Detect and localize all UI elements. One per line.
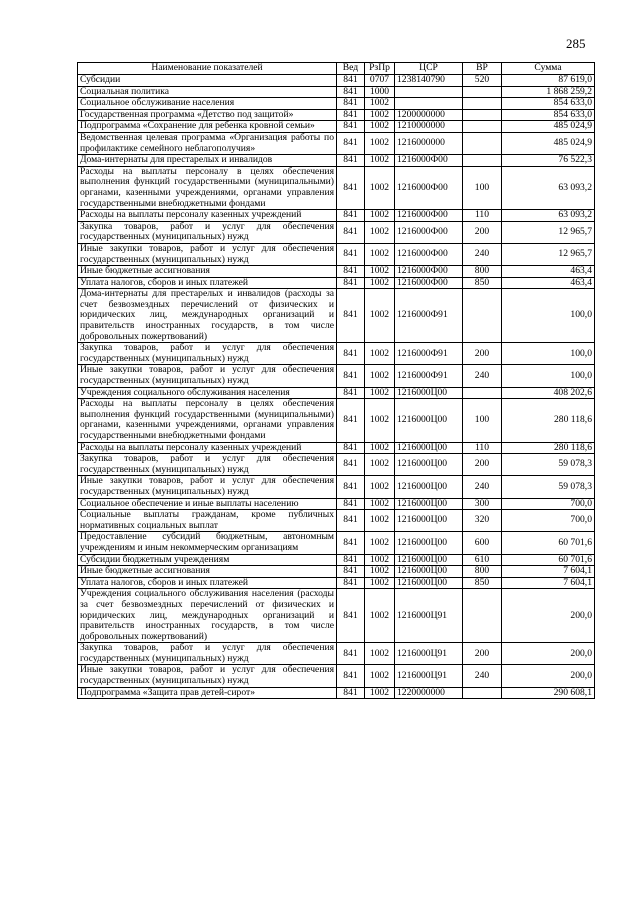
row-ved-cell: 841 — [337, 554, 365, 566]
row-vr-cell — [463, 86, 502, 98]
row-csr-cell: 1216000Ц00 — [395, 510, 463, 532]
row-csr-cell: 1216000Ц00 — [395, 442, 463, 454]
table-body — [78, 75, 595, 699]
row-csr-cell — [395, 98, 463, 110]
row-sum-cell: 854 633,0 — [502, 98, 595, 110]
row-vr-cell: 320 — [463, 510, 502, 532]
row-rzpr-cell: 1000 — [365, 86, 395, 98]
row-name-cell: Учреждения социального обслуживания населения (расходы за счет безвозмездных перечислений от физических и юридических лиц, международных организаций и правительств иностранных государств, в том числе добровольных пожертвований) — [78, 589, 337, 643]
budget-table — [77, 62, 595, 699]
row-csr-cell: 1216000Ф00 — [395, 266, 463, 278]
row-name-cell: Социальная политика — [78, 86, 337, 98]
row-rzpr-cell: 1002 — [365, 166, 395, 209]
header-csr: ЦСР — [395, 63, 463, 75]
row-ved-cell: 841 — [337, 155, 365, 167]
row-ved-cell: 841 — [337, 166, 365, 209]
row-vr-cell: 300 — [463, 498, 502, 510]
row-sum-cell: 200,0 — [502, 589, 595, 643]
row-name-cell: Предоставление субсидий бюджетным, автономным учреждениям и иным некоммерческим организациям — [78, 532, 337, 554]
table-row — [78, 98, 595, 110]
row-sum-cell: 63 093,2 — [502, 166, 595, 209]
row-vr-cell — [463, 98, 502, 110]
header-vr: ВР — [463, 63, 502, 75]
row-name-cell: Иные закупки товаров, работ и услуг для обеспечения государственных (муниципальных) нужд — [78, 476, 337, 498]
row-sum-cell: 100,0 — [502, 289, 595, 343]
row-ved-cell: 841 — [337, 343, 365, 365]
row-vr-cell — [463, 109, 502, 121]
row-csr-cell: 1216000Ц91 — [395, 589, 463, 643]
row-sum-cell: 100,0 — [502, 343, 595, 365]
row-name-cell: Закупка товаров, работ и услуг для обеспечения государственных (муниципальных) нужд — [78, 221, 337, 243]
row-name-cell: Субсидии бюджетным учреждениям — [78, 554, 337, 566]
row-rzpr-cell: 1002 — [365, 121, 395, 133]
row-sum-cell: 200,0 — [502, 665, 595, 687]
row-name-cell: Подпрограмма «Сохранение для ребенка кровной семьи» — [78, 121, 337, 133]
row-sum-cell: 854 633,0 — [502, 109, 595, 121]
row-csr-cell: 1216000Ф91 — [395, 289, 463, 343]
row-rzpr-cell: 1002 — [365, 476, 395, 498]
row-csr-cell: 1216000Ц00 — [395, 554, 463, 566]
table-row — [78, 665, 595, 687]
row-name-cell: Ведомственная целевая программа «Организация работы по профилактике семейного неблагополучия» — [78, 132, 337, 154]
row-vr-cell: 200 — [463, 221, 502, 243]
row-rzpr-cell: 1002 — [365, 98, 395, 110]
row-rzpr-cell: 1002 — [365, 510, 395, 532]
row-ved-cell: 841 — [337, 221, 365, 243]
row-sum-cell: 59 078,3 — [502, 476, 595, 498]
row-ved-cell: 841 — [337, 210, 365, 222]
header-sum: Сумма — [502, 63, 595, 75]
row-vr-cell: 200 — [463, 343, 502, 365]
row-rzpr-cell: 1002 — [365, 221, 395, 243]
row-ved-cell: 841 — [337, 498, 365, 510]
row-rzpr-cell: 1002 — [365, 343, 395, 365]
row-name-cell: Иные бюджетные ассигнования — [78, 266, 337, 278]
row-rzpr-cell: 1002 — [365, 665, 395, 687]
row-csr-cell: 1200000000 — [395, 109, 463, 121]
row-ved-cell: 841 — [337, 86, 365, 98]
row-name-cell: Социальные выплаты гражданам, кроме публичных нормативных социальных выплат — [78, 510, 337, 532]
row-vr-cell: 240 — [463, 365, 502, 387]
row-name-cell: Социальное обслуживание населения — [78, 98, 337, 110]
row-sum-cell: 700,0 — [502, 498, 595, 510]
row-csr-cell: 1220000000 — [395, 687, 463, 699]
row-rzpr-cell: 1002 — [365, 365, 395, 387]
row-ved-cell: 841 — [337, 109, 365, 121]
row-csr-cell: 1216000Ц91 — [395, 643, 463, 665]
row-ved-cell: 841 — [337, 687, 365, 699]
table-row — [78, 589, 595, 643]
row-vr-cell — [463, 121, 502, 133]
table-row — [78, 365, 595, 387]
row-name-cell: Иные закупки товаров, работ и услуг для обеспечения государственных (муниципальных) нужд — [78, 365, 337, 387]
row-rzpr-cell: 1002 — [365, 289, 395, 343]
table-row — [78, 498, 595, 510]
row-csr-cell: 1216000Ц00 — [395, 577, 463, 589]
table-row — [78, 75, 595, 87]
row-csr-cell: 1216000Ц00 — [395, 399, 463, 442]
row-name-cell: Социальное обеспечение и иные выплаты населению — [78, 498, 337, 510]
row-name-cell: Закупка товаров, работ и услуг для обеспечения государственных (муниципальных) нужд — [78, 643, 337, 665]
row-rzpr-cell: 1002 — [365, 643, 395, 665]
row-sum-cell: 290 608,1 — [502, 687, 595, 699]
row-sum-cell: 76 522,3 — [502, 155, 595, 167]
table-row — [78, 277, 595, 289]
row-vr-cell — [463, 387, 502, 399]
row-vr-cell: 240 — [463, 665, 502, 687]
row-rzpr-cell: 1002 — [365, 243, 395, 265]
table-row — [78, 476, 595, 498]
row-vr-cell: 100 — [463, 399, 502, 442]
row-rzpr-cell: 1002 — [365, 387, 395, 399]
row-sum-cell: 280 118,6 — [502, 442, 595, 454]
row-rzpr-cell: 1002 — [365, 109, 395, 121]
row-sum-cell: 463,4 — [502, 266, 595, 278]
row-ved-cell: 841 — [337, 365, 365, 387]
row-csr-cell: 1216000000 — [395, 132, 463, 154]
row-sum-cell: 60 701,6 — [502, 532, 595, 554]
row-csr-cell: 1216000Ф00 — [395, 277, 463, 289]
row-name-cell: Расходы на выплаты персоналу казенных учреждений — [78, 210, 337, 222]
row-ved-cell: 841 — [337, 75, 365, 87]
row-rzpr-cell: 1002 — [365, 589, 395, 643]
table-row — [78, 121, 595, 133]
table-row — [78, 454, 595, 476]
row-rzpr-cell: 0707 — [365, 75, 395, 87]
row-ved-cell: 841 — [337, 532, 365, 554]
table-row — [78, 687, 595, 699]
row-vr-cell: 800 — [463, 566, 502, 578]
row-sum-cell: 463,4 — [502, 277, 595, 289]
header-ved: Вед — [337, 63, 365, 75]
row-vr-cell: 200 — [463, 454, 502, 476]
row-ved-cell: 841 — [337, 289, 365, 343]
row-vr-cell: 600 — [463, 532, 502, 554]
row-vr-cell: 610 — [463, 554, 502, 566]
row-csr-cell: 1216000Ц00 — [395, 532, 463, 554]
table-row — [78, 643, 595, 665]
row-ved-cell: 841 — [337, 266, 365, 278]
row-csr-cell: 1216000Ф00 — [395, 155, 463, 167]
table-row — [78, 554, 595, 566]
row-vr-cell: 520 — [463, 75, 502, 87]
row-name-cell: Дома-интернаты для престарелых и инвалидов (расходы за счет безвозмездных перечислений от физических и юридических лиц, международных организаций и правительств иностранных государств, в том числе добровольных пожертвований) — [78, 289, 337, 343]
row-rzpr-cell: 1002 — [365, 277, 395, 289]
row-vr-cell: 100 — [463, 166, 502, 209]
table-row — [78, 289, 595, 343]
row-csr-cell: 1216000Ц00 — [395, 498, 463, 510]
row-sum-cell: 485 024,9 — [502, 132, 595, 154]
row-ved-cell: 841 — [337, 510, 365, 532]
table-row — [78, 166, 595, 209]
table-row — [78, 109, 595, 121]
row-rzpr-cell: 1002 — [365, 155, 395, 167]
row-sum-cell: 1 868 259,2 — [502, 86, 595, 98]
row-ved-cell: 841 — [337, 399, 365, 442]
row-sum-cell: 485 024,9 — [502, 121, 595, 133]
header-rzpr: РзПр — [365, 63, 395, 75]
row-name-cell: Расходы на выплаты персоналу казенных учреждений — [78, 442, 337, 454]
row-name-cell: Субсидии — [78, 75, 337, 87]
table-header-row — [78, 63, 595, 75]
row-vr-cell: 110 — [463, 442, 502, 454]
row-ved-cell: 841 — [337, 476, 365, 498]
row-name-cell: Уплата налогов, сборов и иных платежей — [78, 577, 337, 589]
row-name-cell: Уплата налогов, сборов и иных платежей — [78, 277, 337, 289]
row-sum-cell: 7 604,1 — [502, 577, 595, 589]
row-name-cell: Иные закупки товаров, работ и услуг для обеспечения государственных (муниципальных) нужд — [78, 665, 337, 687]
table-row — [78, 399, 595, 442]
table-row — [78, 387, 595, 399]
table-row — [78, 442, 595, 454]
row-vr-cell: 850 — [463, 577, 502, 589]
row-vr-cell: 850 — [463, 277, 502, 289]
table-row — [78, 577, 595, 589]
row-sum-cell: 59 078,3 — [502, 454, 595, 476]
row-ved-cell: 841 — [337, 566, 365, 578]
row-ved-cell: 841 — [337, 442, 365, 454]
row-csr-cell: 1210000000 — [395, 121, 463, 133]
row-sum-cell: 63 093,2 — [502, 210, 595, 222]
row-vr-cell: 800 — [463, 266, 502, 278]
row-csr-cell: 1216000Ц91 — [395, 665, 463, 687]
row-ved-cell: 841 — [337, 665, 365, 687]
row-ved-cell: 841 — [337, 577, 365, 589]
row-csr-cell: 1216000Ф00 — [395, 243, 463, 265]
row-ved-cell: 841 — [337, 121, 365, 133]
row-csr-cell: 1216000Ф91 — [395, 365, 463, 387]
row-csr-cell: 1216000Ф91 — [395, 343, 463, 365]
row-csr-cell: 1216000Ц00 — [395, 454, 463, 476]
row-vr-cell: 240 — [463, 476, 502, 498]
row-ved-cell: 841 — [337, 277, 365, 289]
row-vr-cell — [463, 589, 502, 643]
row-csr-cell: 1238140790 — [395, 75, 463, 87]
row-sum-cell: 700,0 — [502, 510, 595, 532]
row-rzpr-cell: 1002 — [365, 498, 395, 510]
row-sum-cell: 200,0 — [502, 643, 595, 665]
row-ved-cell: 841 — [337, 132, 365, 154]
row-csr-cell: 1216000Ц00 — [395, 476, 463, 498]
row-ved-cell: 841 — [337, 243, 365, 265]
row-sum-cell: 60 701,6 — [502, 554, 595, 566]
row-name-cell: Подпрограмма «Защита прав детей-сирот» — [78, 687, 337, 699]
row-sum-cell: 408 202,6 — [502, 387, 595, 399]
row-rzpr-cell: 1002 — [365, 266, 395, 278]
row-sum-cell: 12 965,7 — [502, 221, 595, 243]
table-row — [78, 243, 595, 265]
row-ved-cell: 841 — [337, 98, 365, 110]
row-csr-cell: 1216000Ф00 — [395, 166, 463, 209]
table-row — [78, 266, 595, 278]
table-row — [78, 86, 595, 98]
row-rzpr-cell: 1002 — [365, 454, 395, 476]
row-vr-cell — [463, 289, 502, 343]
row-vr-cell — [463, 132, 502, 154]
row-name-cell: Учреждения социального обслуживания населения — [78, 387, 337, 399]
row-name-cell: Расходы на выплаты персоналу в целях обеспечения выполнения функций государственными (муниципальными) органами, казенными учреждениями, органами управления государственными внебюджетными фондами — [78, 166, 337, 209]
row-name-cell: Закупка товаров, работ и услуг для обеспечения государственных (муниципальных) нужд — [78, 343, 337, 365]
row-name-cell: Расходы на выплаты персоналу в целях обеспечения выполнения функций государственными (муниципальными) органами, казенными учреждениями, органами управления государственными внебюджетными фондами — [78, 399, 337, 442]
table-row — [78, 221, 595, 243]
row-rzpr-cell: 1002 — [365, 577, 395, 589]
row-ved-cell: 841 — [337, 454, 365, 476]
row-ved-cell: 841 — [337, 387, 365, 399]
row-sum-cell: 12 965,7 — [502, 243, 595, 265]
row-vr-cell: 110 — [463, 210, 502, 222]
row-ved-cell: 841 — [337, 643, 365, 665]
row-rzpr-cell: 1002 — [365, 399, 395, 442]
header-name: Наименование показателей — [78, 63, 337, 75]
row-csr-cell: 1216000Ц00 — [395, 387, 463, 399]
row-rzpr-cell: 1002 — [365, 442, 395, 454]
row-sum-cell: 7 604,1 — [502, 566, 595, 578]
row-rzpr-cell: 1002 — [365, 532, 395, 554]
table-row — [78, 210, 595, 222]
row-vr-cell: 240 — [463, 243, 502, 265]
row-rzpr-cell: 1002 — [365, 554, 395, 566]
row-csr-cell: 1216000Ф00 — [395, 221, 463, 243]
row-rzpr-cell: 1002 — [365, 132, 395, 154]
table-row — [78, 532, 595, 554]
row-csr-cell: 1216000Ц00 — [395, 566, 463, 578]
row-sum-cell: 280 118,6 — [502, 399, 595, 442]
table-row — [78, 343, 595, 365]
row-vr-cell — [463, 687, 502, 699]
row-rzpr-cell: 1002 — [365, 687, 395, 699]
row-csr-cell: 1216000Ф00 — [395, 210, 463, 222]
row-ved-cell: 841 — [337, 589, 365, 643]
row-name-cell: Иные закупки товаров, работ и услуг для обеспечения государственных (муниципальных) нужд — [78, 243, 337, 265]
table-row — [78, 510, 595, 532]
row-name-cell: Дома-интернаты для престарелых и инвалидов — [78, 155, 337, 167]
row-name-cell: Закупка товаров, работ и услуг для обеспечения государственных (муниципальных) нужд — [78, 454, 337, 476]
row-vr-cell — [463, 155, 502, 167]
row-rzpr-cell: 1002 — [365, 210, 395, 222]
row-csr-cell — [395, 86, 463, 98]
row-name-cell: Государственная программа «Детство под защитой» — [78, 109, 337, 121]
table-row — [78, 566, 595, 578]
page-number: 285 — [566, 36, 586, 51]
table-row — [78, 155, 595, 167]
row-sum-cell: 100,0 — [502, 365, 595, 387]
table-row — [78, 132, 595, 154]
row-name-cell: Иные бюджетные ассигнования — [78, 566, 337, 578]
row-rzpr-cell: 1002 — [365, 566, 395, 578]
row-vr-cell: 200 — [463, 643, 502, 665]
row-sum-cell: 87 619,0 — [502, 75, 595, 87]
